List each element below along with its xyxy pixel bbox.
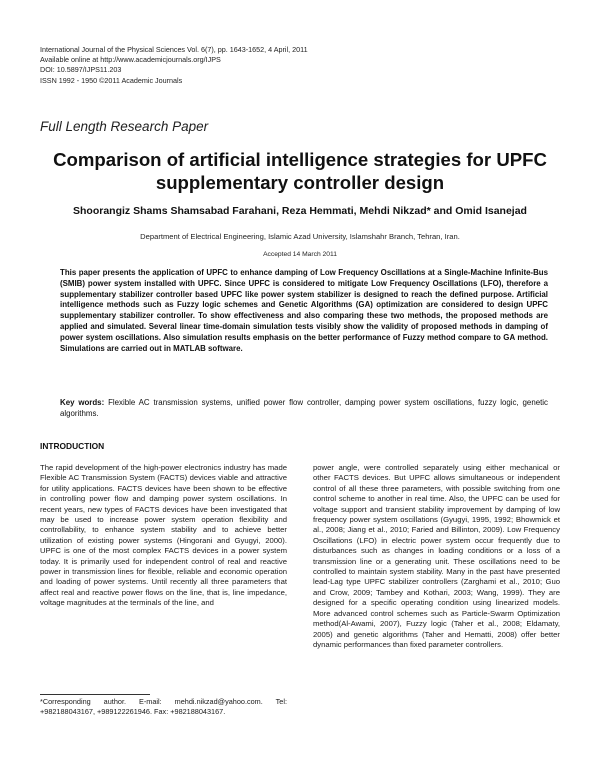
journal-doi: DOI: 10.5897/IJPS11.203 [40,65,122,75]
corresponding-author-footnote: *Corresponding author. E-mail: mehdi.nikzad@yahoo.com. Tel: +982188043167, +989122261946. Fax: +982188043167. [40,697,287,716]
paper-type: Full Length Research Paper [40,119,209,134]
intro-right-column: power angle, were controlled separately using either mechanical or other FACTS devices. But UPFC allows simultaneous or independent control of all these three parameters, with possible switching from one control scheme to another in real time. Also, the UPFC can be used for voltage support and transient stability improvement by damping of low frequency power system oscillations (Gyugyi, 1995, 1992; Bhowmick et al., 2008; Jiang et al., 2010; Faried and Billinton, 2009). Low Frequency Oscillations (LFO) in electric power system occur frequently due to disturbances such as changes in loading conditions or a loss of a transmission line or a generating unit. These oscillations need to be controlled to maintain system stability. Many in the past have presented lead-Lag type UPFC stabilizer controllers (Zarghami et al., 2010; Guo and Crow, 2009; Tambey and Kothari, 2003; Wang, 1999). They are designed for a specific operating condition using linearized models. More advanced control schemes such as Particle-Swarm Optimization method(Al-Awami, 2007), Fuzzy logic (Taher et al., 2008; Eldamaty, 2005) and genetic algorithms (Taher and Hematti, 2008) offer better dynamic performances than fixed parameter controllers. [313,463,560,649]
journal-url: Available online at http://www.academicjournals.org/IJPS [40,55,221,65]
authors: Shoorangiz Shams Shamsabad Farahani, Reza Hemmati, Mehdi Nikzad* and Omid Isanejad [73,205,527,217]
intro-left-column: The rapid development of the high-power electronics industry has made Flexible AC Transmission System (FACTS) devices viable and attractive for utility applications. FACTS devices have been shown to be effective in controlling power flow and damping power system oscillations. In recent years, new types of FACTS devices have been investigated that may be used to increase power system operation flexibility and controllability, to enhance system stability and to achieve better utilization of existing power systems (Hingorani and Gyugyi, 2000). UPFC is one of the most complex FACTS devices in a power system today. It is primarily used for independent control of real and reactive power in transmission lines for flexible, reliable and economic operation and loading of power systems. Until recently all three parameters that affect real and reactive power flows on the line, that is, line impedance, voltage magnitudes at the terminals of the line, and [40,463,287,608]
keywords-label: Key words: [60,398,105,407]
journal-header [40,45,308,86]
keywords-text: Flexible AC transmission systems, unified power flow controller, damping power system oscillations, fuzzy logic, genetic algorithms. [60,398,548,418]
paper-title: Comparison of artificial intelligence strategies for UPFC supplementary controller design [53,149,547,193]
section-heading-introduction: INTRODUCTION [40,441,105,451]
journal-citation: International Journal of the Physical Sciences Vol. 6(7), pp. 1643-1652, 4 April, 2011 [40,45,308,54]
abstract: This paper presents the application of UPFC to enhance damping of Low Frequency Oscillations at a Single-Machine Infinite-Bus (SMIB) power system installed with UPFC. Since UPFC is considered to mitigate Low Frequency Oscillations (LFO), therefore a supplementary stabilizer controller based UPFC like power system stabilizer is designed to reach the defined purpose. Artificial intelligence methods such as Fuzzy logic schemes and Genetic Algorithms (GA) optimization are considered to design UPFC supplementary stabilizer controller. To show effectiveness and also comparing these two methods, the proposed methods are applied and simulated. Several linear time-domain simulation tests visibly show the validity of proposed methods in damping of power system oscillations. Also simulation results emphasis on the better performance of Fuzzy method compare to GA method. Simulations are carried out in MATLAB software. [60,268,548,353]
accepted-date: Accepted 14 March 2011 [263,251,337,258]
affiliation: Department of Electrical Engineering, Islamic Azad University, Islamshahr Branch, Tehran, Iran. [140,232,460,241]
keywords [60,397,548,419]
journal-issn: ISSN 1992 - 1950 ©2011 Academic Journals [40,75,183,85]
footnote-divider [40,694,150,695]
